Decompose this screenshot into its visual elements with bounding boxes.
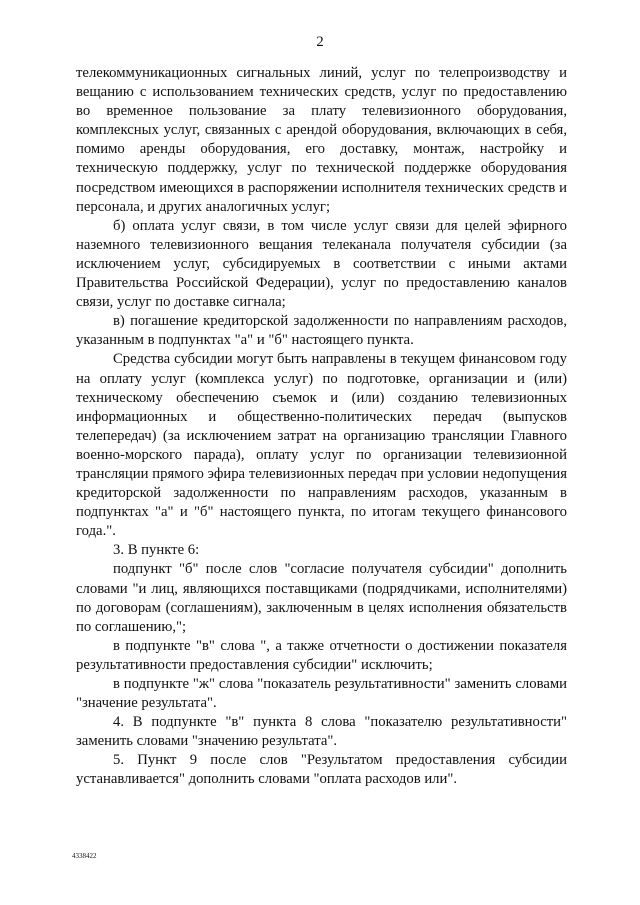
paragraph-point-5: 5. Пункт 9 после слов "Результатом предоставления субсидии устанавливается" дополнить словами "оплата расходов или". (76, 752, 567, 788)
paragraph-point-3: 3. В пункте 6: (113, 542, 200, 559)
document-id: 4338422 (72, 852, 97, 860)
paragraph-item-v: в) погашение кредиторской задолженности по направлениям расходов, указанным в подпунктах "а" и "б" настоящего пункта. (76, 313, 567, 349)
document-body (76, 64, 567, 790)
paragraph-subpoint-b: подпункт "б" после слов "согласие получателя субсидии" дополнить словами "и лиц, являющихся поставщиками (подрядчиками, исполнителями) по договорам (соглашениям), заключенным в целях исполнения обязательств по соглашению,"; (76, 561, 567, 635)
paragraph-subpoint-v: в подпункте "в" слова ", а также отчетности о достижении показателя результативности предоставления субсидии" исключить; (76, 637, 567, 673)
page-number: 2 (316, 34, 324, 50)
paragraph-subpoint-zh: в подпункте "ж" слова "показатель результативности" заменить словами "значение результата". (76, 676, 567, 712)
paragraph-item-b: б) оплата услуг связи, в том числе услуг связи для целей эфирного наземного телевизионного вещания телеканала получателя субсидии (за исключением услуг, субсидируемых в соответствии с иными актами Правительства Российской Федерации), услуг по предоставлению каналов связи, услуг по доставке сигнала; (76, 217, 567, 311)
paragraph-point-4: 4. В подпункте "в" пункта 8 слова "показателю результативности" заменить словами "значению результата". (76, 714, 567, 750)
paragraph-continuation: телекоммуникационных сигнальных линий, услуг по телепроизводству и вещанию с использованием технических средств, услуг по предоставлению во временное пользование за плату телевизионного оборудования, комплексных услуг, связанных с арендой оборудования, включающих в себя, помимо аренды оборудования, его доставку, монтаж, настройку и техническую поддержку, услуг по технической поддержке оборудования посредством имеющихся в распоряжении исполнителя технических средств и персонала, и других аналогичных услуг; (76, 65, 567, 215)
paragraph-subsidy-funds: Средства субсидии могут быть направлены в текущем финансовом году на оплату услуг (комплекса услуг) по подготовке, организации и (или) техническому обеспечению съемок и (или) созданию телевизионных информационных и общественно-политических передач (выпусков телепередач) (за исключением затрат на организацию трансляции Главного военно-морского парада), оплату услуг по организации телевизионной трансляции прямого эфира телевизионных передач при условии недопущения кредиторской задолженности по направлениям расходов, указанным в подпунктах "а" и "б" настоящего пункта, по итогам текущего финансового года.". (76, 351, 567, 540)
